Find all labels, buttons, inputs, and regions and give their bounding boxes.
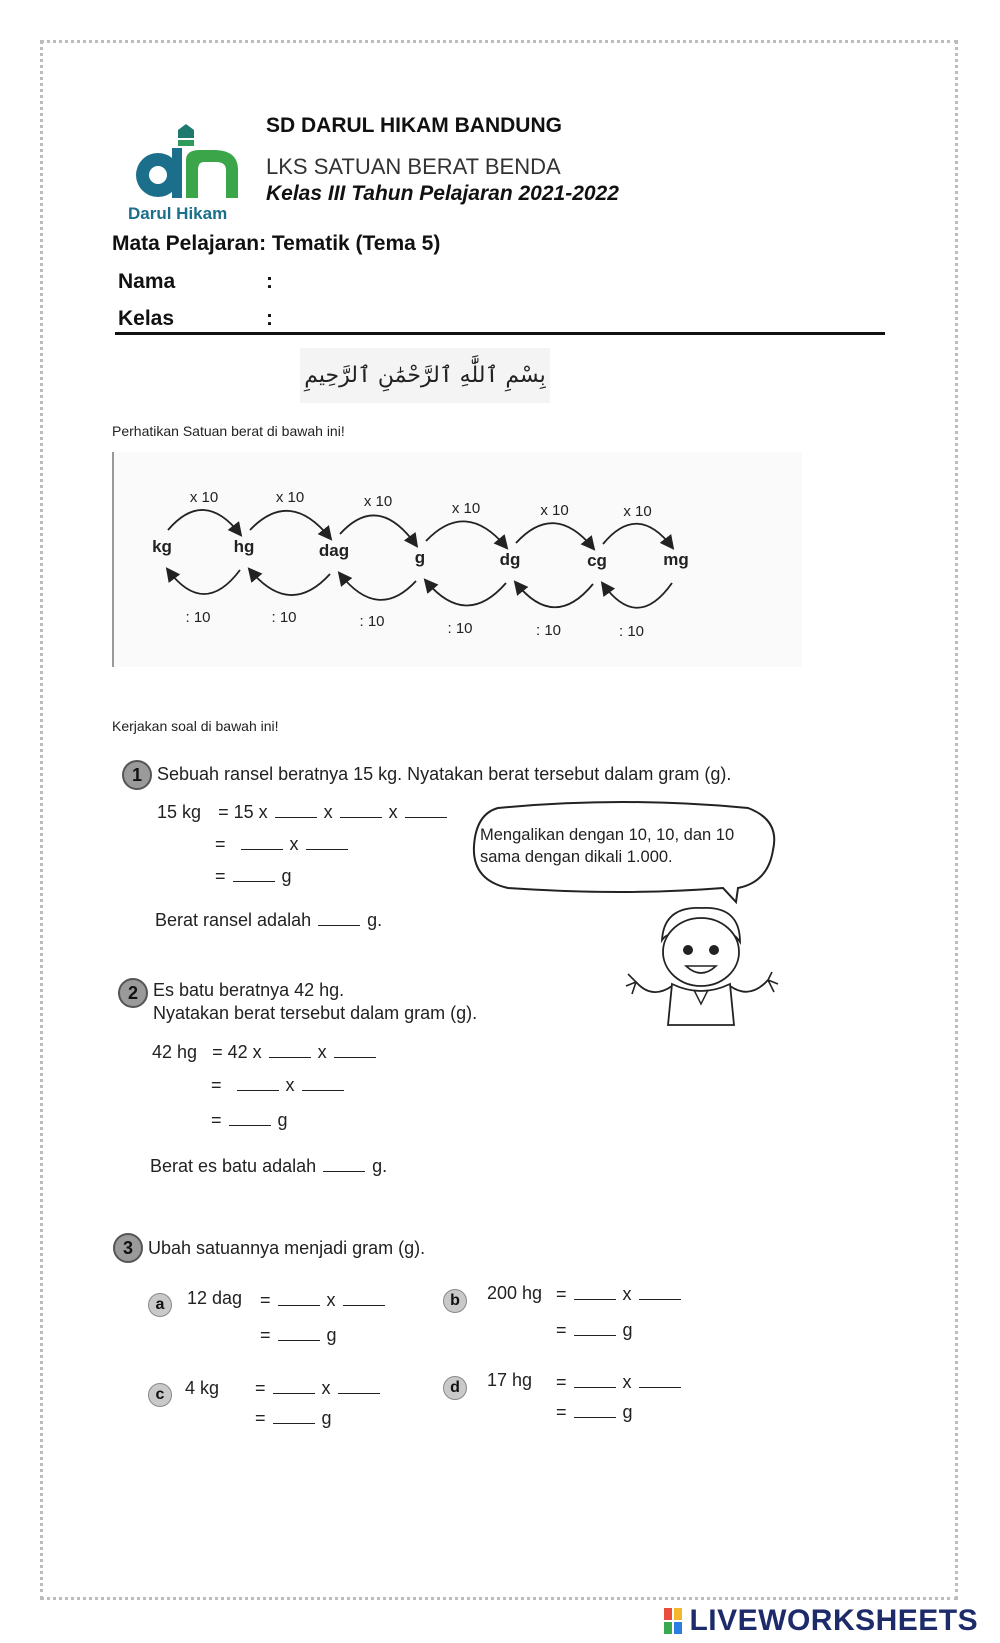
q1-blank-6[interactable] [233,880,275,882]
q1-blank-4[interactable] [241,848,283,850]
q1-x2: x [388,802,398,822]
unit-cg: cg [587,551,607,570]
multiply-label: x 10 [363,493,393,510]
basmalah [300,348,550,403]
q3d-eq1: = [556,1372,567,1392]
q3c-blank-3[interactable] [273,1422,315,1424]
multiply-label: x 10 [540,502,569,519]
worksheet-title: LKS SATUAN BERAT BENDA [266,154,561,179]
class-colon: : [266,307,273,330]
boy-drawing [622,900,782,1030]
units-diagram [112,452,802,667]
header-rule [115,332,885,335]
q3a-x: x [326,1290,336,1310]
multiply-arrow [603,524,672,547]
divide-label: : 10 [618,623,645,640]
speech-bubble [468,800,780,905]
multiply-arrow [516,523,593,548]
multiply-label: x 10 [275,489,305,506]
q3c-row2 [255,1408,332,1429]
q3a-blank-1[interactable] [278,1304,320,1306]
q3a-g: g [326,1325,337,1345]
q3c-value: 4 kg [185,1378,220,1398]
q2-answer-prefix: Berat es batu adalah [150,1156,317,1176]
question-3-text: Ubah satuannya menjadi gram (g). [148,1238,426,1258]
unit-dag: dag [318,541,350,560]
divide-arrow [168,570,240,594]
q3d-row1 [556,1372,683,1393]
footer-brand[interactable] [664,1604,978,1638]
question-2-text-line1: Es batu beratnya 42 hg. [153,980,345,1000]
question-1-text: Sebuah ransel beratnya 15 kg. Nyatakan berat tersebut dalam gram (g). [157,764,732,784]
q3b-row2 [556,1320,633,1341]
q2-x2: x [285,1075,295,1095]
q1-blank-3[interactable] [405,816,447,818]
q3b-x: x [622,1284,632,1304]
q3c-row1 [255,1378,382,1399]
q3a-letter: a [148,1293,172,1317]
divide-arrow [250,570,330,595]
divide-label: : 10 [535,622,562,639]
q3a-blank-2[interactable] [343,1304,385,1306]
q3b-blank-2[interactable] [639,1298,681,1300]
multiply-label: x 10 [451,500,481,517]
q3c-eq1: = [255,1378,266,1398]
liveworksheets-logo-icon [664,1608,682,1634]
class-input[interactable] [285,303,845,333]
footer-brand-text: LIVEWORKSHEETS [689,1604,979,1637]
q1-answer [155,910,382,931]
q1-row2 [215,834,350,855]
question-1-number: 1 [122,760,152,790]
unit-mg: mg [663,550,689,569]
q2-row1 [152,1042,378,1063]
q1-eq1: = 15 x [218,802,268,822]
q3b-g: g [622,1320,633,1340]
divide-label: : 10 [359,613,385,630]
q3d-blank-3[interactable] [574,1416,616,1418]
q3d-blank-1[interactable] [574,1386,616,1388]
q1-blank-2[interactable] [340,816,382,818]
q1-eq3: = [215,866,226,886]
instruction-observe: Perhatikan Satuan berat di bawah ini! [112,423,345,439]
name-input[interactable] [285,266,845,296]
q3c-blank-1[interactable] [273,1392,315,1394]
q2-eq3: = [211,1110,222,1130]
q3a-row1 [260,1290,387,1311]
q2-left: 42 hg [152,1042,198,1062]
q1-eq2: = [215,834,226,854]
q3b-blank-1[interactable] [574,1298,616,1300]
q1-blank-1[interactable] [275,816,317,818]
q2-row3 [211,1110,288,1131]
question-2-text-line2: Nyatakan berat tersebut dalam gram (g). [153,1003,478,1023]
q2-eq1: = 42 x [212,1042,262,1062]
name-label: Nama [118,270,176,293]
q3a-eq2: = [260,1325,271,1345]
q3a-eq1: = [260,1290,271,1310]
q2-g: g [277,1110,288,1130]
q2-answer-suffix: g. [372,1156,388,1176]
q2-blank-3[interactable] [237,1089,279,1091]
q3b-eq1: = [556,1284,567,1304]
speech-bubble-text: Mengalikan dengan 10, 10, dan 10 sama dengan dikali 1.000. [480,826,735,866]
q2-answer-blank[interactable] [323,1170,365,1172]
question-2-number: 2 [118,978,148,1008]
multiply-label: x 10 [189,489,219,506]
divide-arrow [516,583,593,607]
q2-blank-4[interactable] [302,1089,344,1091]
q3c-eq2: = [255,1408,266,1428]
divide-arrow [603,583,672,608]
subject-line: Mata Pelajaran: Tematik (Tema 5) [112,232,441,255]
q1-g: g [281,866,292,886]
divide-label: : 10 [447,620,473,637]
q1-answer-blank[interactable] [318,924,360,926]
q3b-value: 200 hg [487,1283,543,1303]
q1-answer-prefix: Berat ransel adalah [155,910,312,930]
q2-x1: x [317,1042,327,1062]
divide-arrow [340,574,416,600]
multiply-label: x 10 [623,503,652,520]
school-name: SD DARUL HIKAM BANDUNG [266,114,562,137]
q2-blank-1[interactable] [269,1056,311,1058]
multiply-arrow [340,515,416,545]
multiply-arrow [426,521,506,547]
q3c-x: x [321,1378,331,1398]
q3d-row2 [556,1402,633,1423]
logo-text: Darul Hikam [128,204,228,223]
q3c-blank-2[interactable] [338,1392,380,1394]
q3d-blank-2[interactable] [639,1386,681,1388]
multiply-arrow [168,510,240,534]
q1-row1 [157,802,449,823]
q3b-blank-3[interactable] [574,1334,616,1336]
class-year: Kelas III Tahun Pelajaran 2021-2022 [266,182,619,205]
q1-blank-5[interactable] [306,848,348,850]
q1-x3: x [289,834,299,854]
q3b-letter: b [443,1289,467,1313]
divide-label: : 10 [271,609,297,626]
class-label: Kelas [118,307,175,330]
q3d-value: 17 hg [487,1370,533,1390]
unit-g: g [414,548,426,567]
q3c-g: g [321,1408,332,1428]
q3a-blank-3[interactable] [278,1339,320,1341]
q3a-row2 [260,1325,337,1346]
q3a-value: 12 dag [187,1288,243,1308]
q1-answer-suffix: g. [367,910,383,930]
q2-blank-5[interactable] [229,1124,271,1126]
q2-answer [150,1156,387,1177]
divide-arrow [426,581,506,606]
basmalah-text: بِسْمِ ٱللَّٰهِ ٱلرَّحْمَٰنِ ٱلرَّحِيمِ [304,363,546,388]
name-colon: : [266,270,273,293]
q1-x1: x [323,802,333,822]
boy-illustration [622,900,782,1030]
q2-eq2: = [211,1075,222,1095]
q1-left: 15 kg [157,802,202,822]
q3c-letter: c [148,1383,172,1407]
multiply-arrow [250,511,330,538]
q3d-letter: d [443,1376,467,1400]
unit-hg: hg [233,537,255,556]
unit-dg: dg [499,550,521,569]
q3d-g: g [622,1402,633,1422]
question-3-number: 3 [113,1233,143,1263]
instruction-work: Kerjakan soal di bawah ini! [112,718,279,734]
q2-row2 [211,1075,346,1096]
units-diagram-svg [112,452,802,667]
divide-label: : 10 [185,609,211,626]
q3b-eq2: = [556,1320,567,1340]
q3d-eq2: = [556,1402,567,1422]
q3b-row1 [556,1284,683,1305]
q2-blank-2[interactable] [334,1056,376,1058]
q3d-x: x [622,1372,632,1392]
q1-row3 [215,866,292,887]
school-logo [128,120,243,230]
unit-kg: kg [152,537,172,556]
